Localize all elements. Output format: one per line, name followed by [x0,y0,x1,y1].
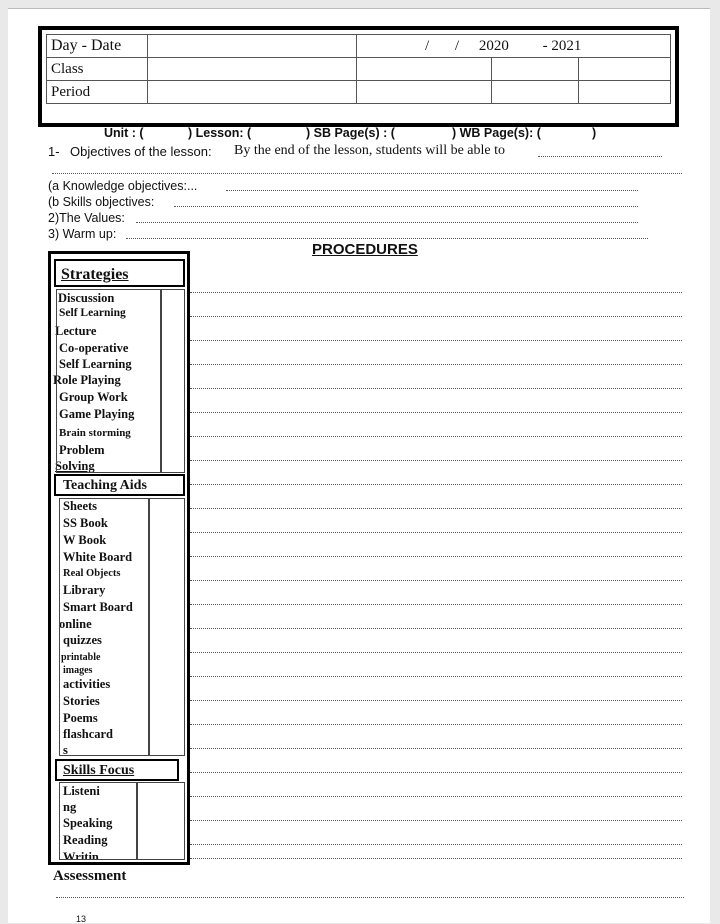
aid-w-book: W Book [63,533,107,547]
procedure-line-9[interactable] [190,484,682,485]
aid-library: Library [63,583,106,597]
warm-up-label: 3) Warm up: [48,227,117,241]
procedure-line-11[interactable] [190,532,682,533]
day-date-cell[interactable] [148,35,357,58]
strategy-grid [56,289,161,473]
strategy-brain-storming: Brain storming [59,427,131,439]
objectives-line-1[interactable] [538,156,662,157]
class-cell-2[interactable] [357,58,492,81]
skills-focus-title: Skills Focus [63,763,135,778]
skills-grid [59,782,137,860]
unit-label: Unit : ( [104,126,144,140]
strategy-solving: Solving [55,459,95,473]
period-label: Period [47,81,148,104]
day-date-label: Day - Date [47,35,148,58]
strategies-title: Strategies [61,266,129,283]
procedure-line-17[interactable] [190,676,682,677]
aid-stories: Stories [63,694,100,708]
objectives-rest: By the end of the lesson, students will be able to [234,143,506,158]
aids-grid [59,498,149,756]
strategy-problem: Problem [59,443,105,457]
strategy-group-work: Group Work [59,390,128,404]
teaching-aids-title: Teaching Aids [63,478,147,493]
aid-printable: printable [61,652,101,663]
procedure-line-10[interactable] [190,508,682,509]
aid-activities: activities [63,677,111,691]
procedure-line-4[interactable] [190,364,682,365]
skills-line[interactable] [174,206,638,207]
header-table [46,34,671,104]
aids-checkbox-column[interactable] [149,498,185,756]
wb-pages-label: ) WB Page(s): ( [452,126,541,140]
period-cell-3[interactable] [492,81,579,104]
sb-pages-label: ) SB Page(s) : ( [306,126,395,140]
procedure-line-25[interactable] [190,858,682,859]
strategy-game-playing: Game Playing [59,407,135,421]
slash-1: / [425,37,430,54]
procedure-line-1[interactable] [190,292,682,293]
lesson-label: ) Lesson: ( [188,126,252,140]
procedure-line-2[interactable] [190,316,682,317]
objectives-number: 1- [48,144,60,159]
strategy-lecture: Lecture [55,324,97,338]
objectives-line-2[interactable] [52,173,682,174]
worksheet-page [8,8,710,923]
procedure-line-5[interactable] [190,388,682,389]
strategy-self-learning-1: Self Learning [59,307,126,319]
class-cell-1[interactable] [148,58,357,81]
aid-sheets: Sheets [63,499,98,513]
knowledge-line[interactable] [226,190,638,191]
procedure-line-21[interactable] [190,772,682,773]
aid-quizzes: quizzes [63,633,102,647]
procedure-line-12[interactable] [190,556,682,557]
period-cell-2[interactable] [357,81,492,104]
skill-writing: Writin [63,851,99,860]
procedure-line-23[interactable] [190,820,682,821]
strategy-co-operative: Co-operative [59,341,129,355]
strategy-self-learning-2: Self Learning [59,357,132,371]
procedure-line-24[interactable] [190,844,682,845]
aid-flashcard-s: s [63,743,68,757]
procedure-line-13[interactable] [190,580,682,581]
class-cell-3[interactable] [492,58,579,81]
year-end: - 2021 [542,37,582,54]
skills-checkbox-column[interactable] [137,782,185,860]
skill-listening: Listeni [63,784,100,798]
slash-2: / [454,37,460,54]
values-label: 2)The Values: [48,211,125,225]
aid-poems: Poems [63,711,98,725]
skill-reading: Reading [63,833,108,847]
year-start: 2020 [478,37,509,54]
strategies-column [48,251,190,865]
procedures-title: PROCEDURES [312,241,418,258]
assessment-label: Assessment [53,868,127,884]
skills-objectives-label: (b Skills objectives: [48,195,155,209]
page-number: 13 [76,914,87,924]
procedure-line-18[interactable] [190,700,682,701]
header-box [38,26,679,127]
class-label: Class [47,58,148,81]
strategy-checkbox-column[interactable] [161,289,185,473]
close-paren: ) [592,126,597,140]
procedure-line-15[interactable] [190,628,682,629]
procedure-line-14[interactable] [190,604,682,605]
skill-listening-ng: ng [63,800,77,814]
strategy-discussion: Discussion [58,291,115,305]
procedure-line-20[interactable] [190,748,682,749]
aid-online: online [59,617,92,631]
aid-smart-board: Smart Board [63,600,133,614]
procedure-line-6[interactable] [190,412,682,413]
procedure-line-22[interactable] [190,796,682,797]
year-cell [357,35,671,58]
procedure-line-8[interactable] [190,460,682,461]
procedure-line-16[interactable] [190,652,682,653]
knowledge-objectives-label: (a Knowledge objectives:... [48,179,198,193]
procedure-line-19[interactable] [190,724,682,725]
objectives-title: Objectives of the lesson: [70,144,212,159]
skill-speaking: Speaking [63,816,113,830]
assessment-line[interactable] [56,897,684,898]
period-cell-4[interactable] [579,81,671,104]
aid-ss-book: SS Book [63,516,108,530]
aid-images: images [63,665,93,676]
values-line[interactable] [136,222,638,223]
aid-flashcard: flashcard [63,727,113,741]
procedure-line-3[interactable] [190,340,682,341]
procedure-line-7[interactable] [190,436,682,437]
aid-white-board: White Board [63,550,133,564]
warm-up-line[interactable] [126,238,648,239]
strategy-role-playing: Role Playing [53,373,121,387]
class-cell-4[interactable] [579,58,671,81]
aid-real-objects: Real Objects [63,568,121,579]
period-cell-1[interactable] [148,81,357,104]
